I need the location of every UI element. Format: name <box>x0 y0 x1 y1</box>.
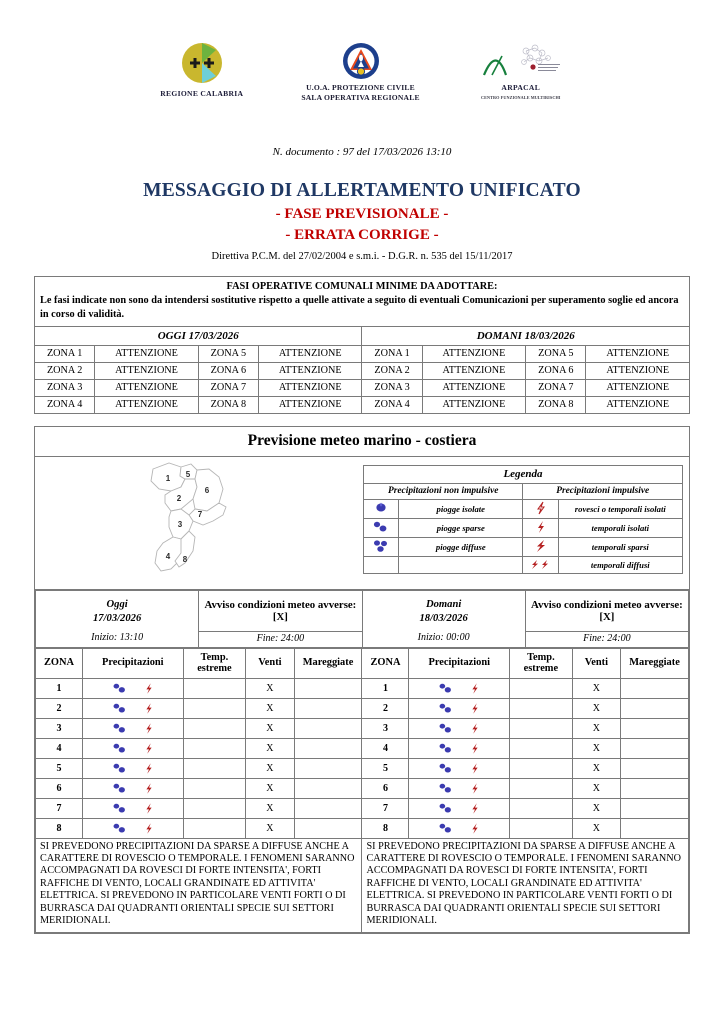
zone-number-today: 3 <box>36 718 83 738</box>
mareggiate-today <box>294 678 362 698</box>
rain-drop-scattered-icon <box>436 802 456 813</box>
precipitazioni-tomorrow <box>409 818 510 838</box>
col-mareggiate-today: Mareggiate <box>294 648 362 678</box>
venti-today: X <box>246 738 294 758</box>
map-zone-number-7: 7 <box>197 509 203 519</box>
table-row <box>36 818 689 838</box>
legend-container <box>361 457 689 580</box>
precipitazioni-today <box>83 818 184 838</box>
fasi-zone-label: ZONA 2 <box>362 362 422 379</box>
col-temp-line2: estreme <box>197 663 232 675</box>
precipitazioni-tomorrow <box>409 758 510 778</box>
mareggiate-today <box>294 738 362 758</box>
zone-number-tomorrow: 6 <box>362 778 409 798</box>
fasi-zone-value: ATTENZIONE <box>422 362 525 379</box>
rain-drop-diffuse-icon <box>364 537 399 556</box>
rain-drop-scattered-icon <box>436 702 456 713</box>
venti-tomorrow: X <box>572 818 620 838</box>
calabria-zone-map[interactable] <box>123 459 273 585</box>
zone-number-tomorrow: 4 <box>362 738 409 758</box>
lightning-isolated-icon <box>142 722 156 733</box>
day-bar-top-row <box>36 590 689 631</box>
fasi-day-header-row <box>35 326 690 345</box>
title-phase: - FASE PREVISIONALE - <box>275 206 449 222</box>
mareggiate-tomorrow <box>621 758 689 778</box>
arpacal-logo-block <box>478 42 564 101</box>
fasi-zone-value: ATTENZIONE <box>95 345 198 362</box>
table-row <box>35 396 690 413</box>
fasi-zone-label: ZONA 2 <box>35 362 95 379</box>
temp-estreme-today <box>183 798 246 818</box>
rain-drop-scattered-icon <box>110 742 130 753</box>
legend-empty-icon-cell <box>364 556 399 573</box>
legend-label-temporali-sparsi: temporali sparsi <box>558 537 682 556</box>
mareggiate-today <box>294 718 362 738</box>
temp-estreme-tomorrow <box>510 738 573 758</box>
lightning-diffuse-icon <box>523 556 558 573</box>
legend-label-temporali-isolati: temporali isolati <box>558 518 682 537</box>
precipitazioni-today <box>83 718 184 738</box>
avviso-tomorrow: Avviso condizioni meteo avverse: [X] <box>525 590 688 631</box>
mareggiate-today <box>294 778 362 798</box>
rain-drop-scattered-icon <box>110 822 130 833</box>
temp-estreme-tomorrow <box>510 818 573 838</box>
protezione-civile-logo <box>342 42 380 80</box>
lightning-isolated-icon <box>468 802 482 813</box>
legend-title: Legenda <box>364 465 683 483</box>
table-row <box>36 778 689 798</box>
title-errata-corrige: - ERRATA CORRIGE - <box>285 227 439 243</box>
mareggiate-tomorrow <box>621 738 689 758</box>
temp-estreme-today <box>183 678 246 698</box>
venti-today: X <box>246 698 294 718</box>
lightning-scattered-icon <box>523 537 558 556</box>
legend-label-piogge-isolate: piogge isolate <box>399 499 523 518</box>
lightning-isolated-icon <box>468 762 482 773</box>
marine-top-row <box>35 457 689 590</box>
day-tomorrow-date: 18/03/2026 <box>419 612 468 624</box>
fasi-zone-label: ZONA 1 <box>35 345 95 362</box>
col-precipitazioni-today: Precipitazioni <box>83 648 184 678</box>
tomorrow-fine: Fine: 24:00 <box>525 631 688 647</box>
lightning-isolated-icon <box>468 822 482 833</box>
fasi-zone-value: ATTENZIONE <box>422 379 525 396</box>
mareggiate-tomorrow <box>621 778 689 798</box>
regione-calabria-logo <box>179 42 225 86</box>
venti-today: X <box>246 718 294 738</box>
map-zone-number-1: 1 <box>165 473 171 483</box>
map-zone-number-3: 3 <box>177 519 183 529</box>
fasi-zone-value: ATTENZIONE <box>586 345 690 362</box>
venti-today: X <box>246 678 294 698</box>
lightning-isolated-icon <box>142 802 156 813</box>
rain-drop-scattered-icon <box>364 518 399 537</box>
legend-row <box>364 499 683 518</box>
mareggiate-tomorrow <box>621 698 689 718</box>
temp-estreme-today <box>183 738 246 758</box>
rain-drop-scattered-icon <box>436 682 456 693</box>
fasi-zone-label: ZONA 5 <box>198 345 258 362</box>
venti-tomorrow: X <box>572 678 620 698</box>
precipitazioni-tomorrow <box>409 778 510 798</box>
temp-estreme-tomorrow <box>510 698 573 718</box>
day-today-label <box>36 590 199 631</box>
rain-drop-scattered-icon <box>110 802 130 813</box>
arpacal-logo-caption: ARPACAL <box>501 83 541 92</box>
day-today-name: Oggi <box>106 599 128 611</box>
day-bar-time-row <box>36 631 689 647</box>
table-row <box>35 362 690 379</box>
arpacal-logo <box>478 42 564 80</box>
precipitazioni-tomorrow <box>409 718 510 738</box>
fasi-day-tomorrow: DOMANI 18/03/2026 <box>362 326 690 345</box>
mareggiate-today <box>294 758 362 778</box>
map-zone-number-4: 4 <box>165 551 171 561</box>
venti-today: X <box>246 758 294 778</box>
fasi-zone-value: ATTENZIONE <box>95 362 198 379</box>
rain-drop-scattered-icon <box>436 782 456 793</box>
temp-estreme-today <box>183 758 246 778</box>
mareggiate-tomorrow <box>621 798 689 818</box>
precipitazioni-today <box>83 678 184 698</box>
fasi-zone-label: ZONA 4 <box>35 396 95 413</box>
col-temp-estreme-tomorrow <box>510 648 573 678</box>
temp-estreme-tomorrow <box>510 798 573 818</box>
legend-label-piogge-diffuse: piogge diffuse <box>399 537 523 556</box>
fasi-operative-table <box>34 276 690 414</box>
marine-forecast-section <box>34 426 690 934</box>
precipitazioni-today <box>83 798 184 818</box>
map-container <box>35 457 361 585</box>
venti-tomorrow: X <box>572 778 620 798</box>
legend-col-non-impulsive: Precipitazioni non impulsive <box>364 483 523 499</box>
directive-reference: Direttiva P.C.M. del 27/02/2004 e s.m.i. - D.G.R. n. 535 del 15/11/2017 <box>211 251 513 262</box>
fasi-zone-label: ZONA 5 <box>526 345 586 362</box>
col-mareggiate-tomorrow: Mareggiate <box>621 648 689 678</box>
legend-row <box>364 537 683 556</box>
col-temp-line2: estreme <box>523 663 559 675</box>
fasi-zone-value: ATTENZIONE <box>258 379 361 396</box>
zone-number-tomorrow: 8 <box>362 818 409 838</box>
table-row <box>36 798 689 818</box>
fasi-zone-value: ATTENZIONE <box>422 345 525 362</box>
table-row <box>36 718 689 738</box>
zone-number-tomorrow: 5 <box>362 758 409 778</box>
lightning-isolated-icon <box>142 702 156 713</box>
map-zone-number-8: 8 <box>182 554 188 564</box>
mareggiate-today <box>294 698 362 718</box>
zone-number-today: 5 <box>36 758 83 778</box>
temp-estreme-today <box>183 718 246 738</box>
lightning-isolated-icon <box>468 682 482 693</box>
lightning-isolated-icon <box>468 782 482 793</box>
fasi-zone-label: ZONA 3 <box>35 379 95 396</box>
zone-number-today: 7 <box>36 798 83 818</box>
venti-tomorrow: X <box>572 758 620 778</box>
temp-estreme-tomorrow <box>510 758 573 778</box>
fasi-zone-label: ZONA 8 <box>526 396 586 413</box>
precipitazioni-today <box>83 778 184 798</box>
rain-drop-scattered-icon <box>436 762 456 773</box>
table-row <box>36 738 689 758</box>
protezione-civile-logo-caption <box>301 83 419 103</box>
venti-tomorrow: X <box>572 798 620 818</box>
temp-estreme-today <box>183 818 246 838</box>
fasi-zone-label: ZONA 1 <box>362 345 422 362</box>
zone-number-today: 8 <box>36 818 83 838</box>
zone-detail-table <box>35 648 689 933</box>
precipitazioni-today <box>83 758 184 778</box>
zone-number-today: 4 <box>36 738 83 758</box>
lightning-isolated-icon <box>142 782 156 793</box>
lightning-isolated-light-icon <box>523 499 558 518</box>
rain-drop-scattered-icon <box>110 782 130 793</box>
lightning-isolated-icon <box>142 682 156 693</box>
precipitazioni-tomorrow <box>409 798 510 818</box>
today-inizio: Inizio: 13:10 <box>36 631 199 647</box>
fasi-zone-label: ZONA 8 <box>198 396 258 413</box>
precipitazioni-today <box>83 738 184 758</box>
day-tomorrow-name: Domani <box>425 599 462 611</box>
legend-label-piogge-sparse: piogge sparse <box>399 518 523 537</box>
fasi-zone-value: ATTENZIONE <box>422 396 525 413</box>
legend-col-impulsive: Precipitazioni impulsive <box>523 483 683 499</box>
zone-number-tomorrow: 1 <box>362 678 409 698</box>
fasi-zone-value: ATTENZIONE <box>586 396 690 413</box>
mareggiate-today <box>294 818 362 838</box>
fasi-zone-value: ATTENZIONE <box>586 379 690 396</box>
lightning-isolated-icon <box>468 742 482 753</box>
mareggiate-tomorrow <box>621 718 689 738</box>
legend-label-rovesci-isolati: rovesci o temporali isolati <box>558 499 682 518</box>
legend-label-temporali-diffusi: temporali diffusi <box>558 556 682 573</box>
mareggiate-today <box>294 798 362 818</box>
lightning-isolated-icon <box>142 822 156 833</box>
map-zone-number-2: 2 <box>176 493 182 503</box>
zone-number-today: 2 <box>36 698 83 718</box>
day-tomorrow-label <box>362 590 525 631</box>
legend-row <box>364 556 683 573</box>
rain-drop-scattered-icon <box>110 762 130 773</box>
day-today-date: 17/03/2026 <box>92 612 142 624</box>
table-row <box>36 758 689 778</box>
rain-drop-scattered-icon <box>436 822 456 833</box>
fasi-zone-value: ATTENZIONE <box>258 345 361 362</box>
precipitazioni-tomorrow <box>409 698 510 718</box>
pc-caption-line2: SALA OPERATIVA REGIONALE <box>301 92 420 102</box>
pc-caption-line1: U.O.A. PROTEZIONE CIVILE <box>306 83 415 92</box>
lightning-isolated-icon <box>468 722 482 733</box>
fasi-zone-value: ATTENZIONE <box>258 362 361 379</box>
avviso-today: Avviso condizioni meteo avverse: [X] <box>199 590 362 631</box>
fasi-zone-value: ATTENZIONE <box>95 396 198 413</box>
note-tomorrow: SI PREVEDONO PRECIPITAZIONI DA SPARSE A DIFFUSE ANCHE A CARATTERE DI ROVESCIO O TEMPORALE. I FENOMENI SARANNO ACCOMPAGNATI DA ROVESCI DI FORTE INTENSITA', FORTI RAFFICHE DI VENTO, LOCALI GRANDINATE ED ATTIVITA' ELETTRICA. SI PREVEDONO IN PARTICOLARE VENTI FORTI O DI BURRASCA DAI QUADRANTI ORIENTALI SPECIE SUI SETTORI MERIDIONALI. <box>362 838 689 932</box>
regione-calabria-logo-block <box>160 42 243 98</box>
fasi-heading-cell <box>35 277 690 327</box>
zone-number-today: 1 <box>36 678 83 698</box>
rain-drop-scattered-icon <box>436 742 456 753</box>
col-temp-line1: Temp. <box>200 651 229 663</box>
fasi-zone-value: ATTENZIONE <box>95 379 198 396</box>
col-temp-line1: Temp. <box>527 651 555 663</box>
col-temp-estreme-today <box>183 648 246 678</box>
rain-drop-isolated-icon <box>364 499 399 518</box>
today-fine: Fine: 24:00 <box>199 631 362 647</box>
fasi-zone-value: ATTENZIONE <box>586 362 690 379</box>
legend-row <box>364 518 683 537</box>
precipitazioni-tomorrow <box>409 738 510 758</box>
logo-header-row <box>34 0 690 120</box>
temp-estreme-today <box>183 698 246 718</box>
lightning-isolated-icon <box>142 762 156 773</box>
col-zona-tomorrow: ZONA <box>362 648 409 678</box>
fasi-operative-section <box>34 276 690 414</box>
fasi-heading-title: FASI OPERATIVE COMUNALI MINIME DA ADOTTARE: <box>226 281 498 292</box>
temp-estreme-tomorrow <box>510 678 573 698</box>
lightning-isolated-icon <box>523 518 558 537</box>
note-today: SI PREVEDONO PRECIPITAZIONI DA SPARSE A DIFFUSE ANCHE A CARATTERE DI ROVESCIO O TEMPORALE. I FENOMENI SARANNO ACCOMPAGNATI DA ROVESCI DI FORTE INTENSITA', FORTI RAFFICHE DI VENTO, LOCALI GRANDINATE ED ATTIVITA' ELETTRICA. SI PREVEDONO IN PARTICOLARE VENTI FORTI O DI BURRASCA DAI QUADRANTI ORIENTALI SPECIE SUI SETTORI MERIDIONALI. <box>36 838 362 932</box>
rain-drop-scattered-icon <box>436 722 456 733</box>
mareggiate-tomorrow <box>621 818 689 838</box>
fasi-day-today: OGGI 17/03/2026 <box>35 326 362 345</box>
col-venti-tomorrow: Venti <box>572 648 620 678</box>
tomorrow-inizio: Inizio: 00:00 <box>362 631 525 647</box>
fasi-zone-label: ZONA 7 <box>198 379 258 396</box>
legend-table <box>363 465 683 574</box>
notes-row <box>36 838 689 932</box>
rain-drop-scattered-icon <box>110 702 130 713</box>
map-zone-number-5: 5 <box>185 469 191 479</box>
fasi-zone-label: ZONA 4 <box>362 396 422 413</box>
col-zona-today: ZONA <box>36 648 83 678</box>
venti-tomorrow: X <box>572 738 620 758</box>
day-bar-table <box>35 590 689 648</box>
regione-calabria-logo-caption: REGIONE CALABRIA <box>160 89 244 98</box>
venti-tomorrow: X <box>572 718 620 738</box>
fasi-zone-value: ATTENZIONE <box>258 396 361 413</box>
fasi-heading-note: Le fasi indicate non sono da intendersi sostitutive rispetto a quelle attivate a seguito di eventuali Comunicazioni per superamento soglie ed ancora in corso di validità. <box>40 294 679 320</box>
table-row <box>36 678 689 698</box>
legend-subheader-row <box>364 483 683 499</box>
table-row <box>35 345 690 362</box>
lightning-isolated-icon <box>468 702 482 713</box>
zone-table-body <box>36 678 689 838</box>
venti-today: X <box>246 818 294 838</box>
col-precipitazioni-tomorrow: Precipitazioni <box>409 648 510 678</box>
fasi-zone-label: ZONA 7 <box>526 379 586 396</box>
arpacal-logo-subcaption: CENTRO FUNZIONALE MULTIRISCHI <box>481 95 561 101</box>
mareggiate-tomorrow <box>621 678 689 698</box>
map-zone-number-6: 6 <box>204 485 210 495</box>
temp-estreme-tomorrow <box>510 718 573 738</box>
venti-tomorrow: X <box>572 698 620 718</box>
temp-estreme-tomorrow <box>510 778 573 798</box>
zone-number-tomorrow: 2 <box>362 698 409 718</box>
legend-empty-label-cell <box>399 556 523 573</box>
page-title: MESSAGGIO DI ALLERTAMENTO UNIFICATO <box>143 180 581 201</box>
temp-estreme-today <box>183 778 246 798</box>
rain-drop-scattered-icon <box>110 682 130 693</box>
zone-number-today: 6 <box>36 778 83 798</box>
protezione-civile-logo-block <box>301 42 419 103</box>
venti-today: X <box>246 778 294 798</box>
document-number: N. documento : 97 del 17/03/2026 13:10 <box>272 146 452 158</box>
precipitazioni-tomorrow <box>409 678 510 698</box>
zone-number-tomorrow: 7 <box>362 798 409 818</box>
table-row <box>35 379 690 396</box>
fasi-zone-label: ZONA 6 <box>526 362 586 379</box>
rain-drop-scattered-icon <box>110 722 130 733</box>
marine-forecast-title: Previsione meteo marino - costiera <box>35 427 689 457</box>
fasi-heading-row <box>35 277 690 327</box>
zone-table-header-row <box>36 648 689 678</box>
fasi-zone-label: ZONA 6 <box>198 362 258 379</box>
venti-today: X <box>246 798 294 818</box>
legend-title-row <box>364 465 683 483</box>
col-venti-today: Venti <box>246 648 294 678</box>
table-row <box>36 698 689 718</box>
lightning-isolated-icon <box>142 742 156 753</box>
zone-number-tomorrow: 3 <box>362 718 409 738</box>
fasi-zone-label: ZONA 3 <box>362 379 422 396</box>
precipitazioni-today <box>83 698 184 718</box>
